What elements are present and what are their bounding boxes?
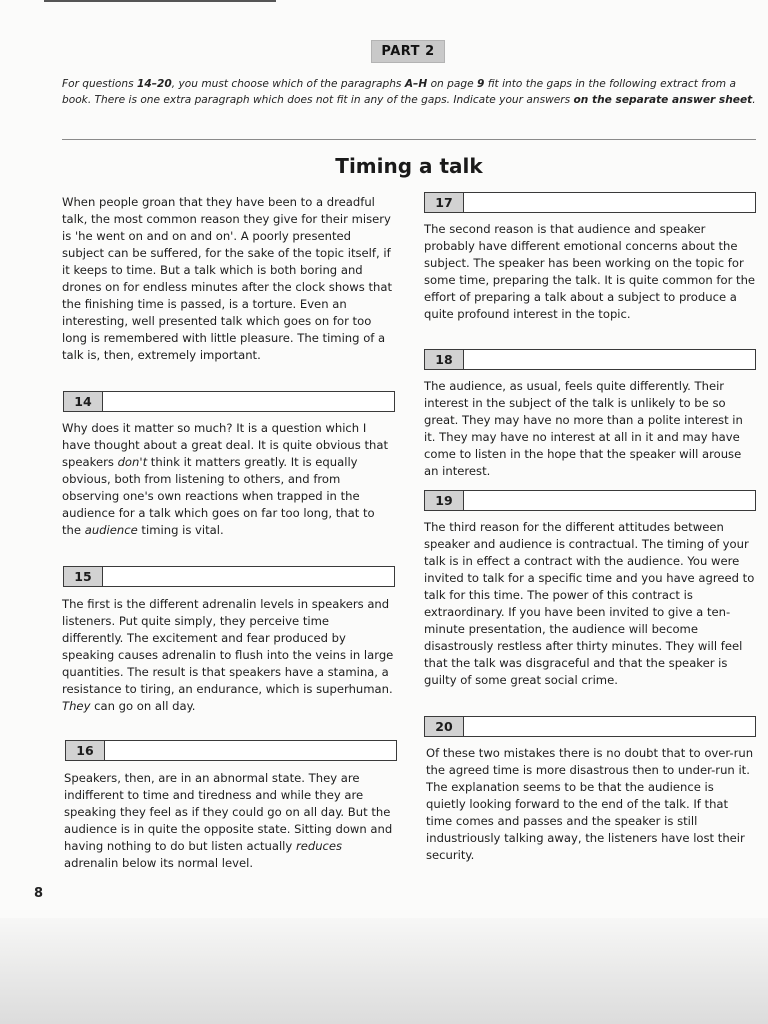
article-title: Timing a talk — [335, 154, 483, 178]
gap-box-14[interactable] — [63, 391, 395, 412]
gap-answer-space — [464, 717, 755, 736]
gap-number: 20 — [425, 717, 464, 736]
gap-number: 19 — [425, 491, 464, 510]
gap-number: 15 — [64, 567, 103, 586]
gap-box-20[interactable] — [424, 716, 756, 737]
gap-number: 14 — [64, 392, 103, 411]
paragraph-after-19: The third reason for the different attitudes between speaker and audience is contractual. The timing of your talk is in effect a contract with the audience. You were invited to talk for a specific time and you have agreed to talk for this time. The power of this contract is extraordinary. If you have been invited to give a ten-minute presentation, the audience will become disastrously restless after thirty minutes. They will feel that the talk was disgraceful and that the speaker is guilty of some great social crime. — [424, 520, 755, 687]
gap-box-17[interactable] — [424, 192, 756, 213]
paragraph-after-15: The first is the different adrenalin levels in speakers and listeners. Put quite simply, they perceive time differently. The excitement and fear produced by speaking causes adrenalin to flush into the veins in large quantities. The result is that speakers have a stamina, a resistance to tiring, an endurance, which is superhuman. They can go on all day. — [62, 597, 394, 713]
gap-number: 17 — [425, 193, 464, 212]
gap-box-18[interactable] — [424, 349, 756, 370]
gap-box-19[interactable] — [424, 490, 756, 511]
paragraph-after-17: The second reason is that audience and speaker probably have different emotional concerns about the subject. The speaker has been working on the topic for some time, preparing the talk. It is quite common for the effort of preparing a talk about a subject to produce a quite profound interest in the topic. — [424, 222, 756, 321]
gap-answer-space — [103, 567, 394, 586]
gap-answer-space — [464, 491, 755, 510]
gap-answer-space — [464, 193, 755, 212]
instructions: For questions 14–20, you must choose which of the paragraphs A–H on page 9 fit into the gaps in the following extract from a book. There is one extra paragraph which does not fit in any of the gaps. Indicate your answers on the separate answer sheet. — [62, 78, 756, 106]
gap-answer-space — [464, 350, 755, 369]
gap-answer-space — [105, 741, 396, 760]
paragraph-after-18: The audience, as usual, feels quite differently. Their interest in the subject of the talk is unlikely to be so great. They may have no more than a polite interest in it. They may have no interest at all in it and may have come to listen in the hope that the speaker will arouse an interest. — [424, 379, 743, 478]
top-rule — [44, 0, 276, 2]
part-label: PART 2 — [371, 40, 445, 63]
section-divider — [62, 139, 756, 140]
gap-number: 16 — [66, 741, 105, 760]
intro-paragraph: When people groan that they have been to a dreadful talk, the most common reason they give for their misery is 'he went on and on and on'. A poorly presented subject can be suffered, for the sake of the topic itself, if it keeps to time. But a talk which is both boring and drones on for endless minutes after the clock shows that the finishing time is passed, is a torture. Even an interesting, well presented talk which goes on for too long is remembered with little pleasure. The timing of a talk is, then, extremely important. — [62, 195, 393, 362]
paragraph-after-16: Speakers, then, are in an abnormal state. They are indifferent to time and tiredness and while they are speaking they feel as if they could go on all day. But the audience is in quite the opposite state. Sitting down and having nothing to do but listen actually reduces adrenalin below its normal level. — [64, 771, 393, 870]
gap-box-15[interactable] — [63, 566, 395, 587]
gap-number: 18 — [425, 350, 464, 369]
page-bottom-margin — [0, 918, 768, 1024]
paragraph-after-14: Why does it matter so much? It is a question which I have thought about a great deal. It is quite obvious that speakers don't think it matters greatly. It is equally obvious, both from listening to others, and from observing one's own reactions when trapped in the audience for a talk which goes on far too long, that to the audience timing is vital. — [62, 421, 388, 537]
page-number: 8 — [34, 886, 44, 901]
gap-box-16[interactable] — [65, 740, 397, 761]
gap-answer-space — [103, 392, 394, 411]
paragraph-after-20: Of these two mistakes there is no doubt that to over-run the agreed time is more disastrous then to under-run it. The explanation seems to be that the audience is quietly looking forward to the end of the talk. If that time comes and passes and the speaker is still industriously talking away, the listeners have lost their security. — [426, 746, 754, 862]
